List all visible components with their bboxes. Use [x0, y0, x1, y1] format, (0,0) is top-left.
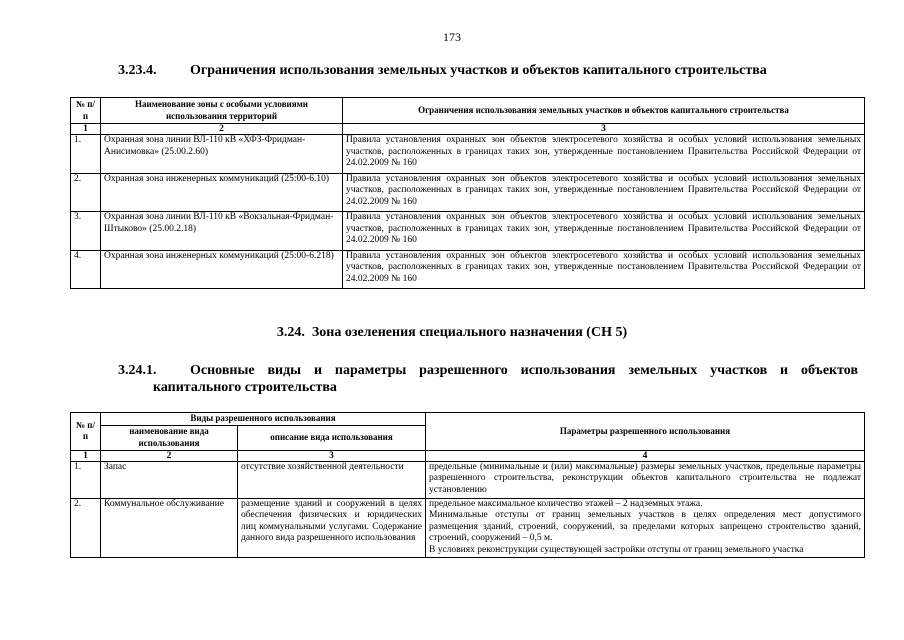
column-number: 1 — [71, 450, 101, 461]
parameters-paragraph: предельное максимальное количество этажей – 2 надземных этажа. — [429, 498, 703, 509]
column-header-zone: Наименование зоны с особыми условиями использования территорий — [101, 98, 343, 124]
restriction-text: Правила установления охранных зон объектов электросетевого хозяйства и особых условий использования земельных участков, расположенных в границах таких зон, утвержденные постановлением Правительства Российской Федерации от 24.02.2009 № 160 — [343, 135, 865, 174]
row-number: 4. — [71, 250, 101, 289]
table-row — [71, 250, 865, 289]
table-row — [71, 461, 865, 498]
use-description-text: размещение зданий и сооружений в целях обеспечения физических и юридических лиц коммунальными услугами. Содержание данного вида разрешенного использования — [241, 498, 422, 543]
column-number: 2 — [101, 124, 343, 135]
section-title: Ограничения использования земельных участков и объектов капитального строительства — [190, 63, 767, 78]
column-header-uses: Виды разрешенного использования — [101, 413, 426, 426]
column-number: 3 — [343, 124, 865, 135]
table-row — [71, 173, 865, 212]
column-header-use-description: описание вида использования — [238, 425, 426, 450]
parameters-paragraph: Минимальные отступы от границ земельных участков в целях определения мест допустимого размещения зданий, строений, сооружений, за пределами которых запрещено строительство зданий, строений, сооружений – 0,5 м. — [429, 510, 861, 543]
row-number: 2. — [71, 498, 101, 557]
row-number: 2. — [71, 173, 101, 212]
use-name: Коммунальное обслуживание — [101, 498, 238, 557]
column-header-number: № п/п — [71, 98, 101, 124]
table-row — [71, 135, 865, 174]
section-number: 3.23.4. — [118, 63, 157, 78]
use-description — [238, 498, 426, 557]
table-row — [71, 498, 865, 557]
row-number: 1. — [71, 135, 101, 174]
zone-name: Охранная зона линии ВЛ-110 кВ «Вокзальная-Фридман-Штыково» (25.00.2.18) — [101, 212, 343, 251]
section-title-line-2: капитального строительства — [153, 380, 337, 395]
column-header-parameters: Параметры разрешенного использования — [426, 413, 865, 451]
column-header-number: № п/п — [71, 413, 101, 451]
column-number: 2 — [101, 450, 238, 461]
restriction-text: Правила установления охранных зон объектов электросетевого хозяйства и особых условий использования земельных участков, расположенных в границах таких зон, утвержденные постановлением Правительства Российской Федерации от 24.02.2009 № 160 — [343, 212, 865, 251]
section-heading-3-24 — [0, 325, 904, 341]
row-number: 3. — [71, 212, 101, 251]
row-number: 1. — [71, 461, 101, 498]
section-number: 3.24. — [276, 325, 305, 340]
restriction-text: Правила установления охранных зон объектов электросетевого хозяйства и особых условий использования земельных участков, расположенных в границах таких зон, утвержденные постановлением Правительства Российской Федерации от 24.02.2009 № 160 — [343, 250, 865, 289]
zone-name: Охранная зона линии ВЛ-110 кВ «ХФЗ-Фридман-Анисимовка» (25.00.2.60) — [101, 135, 343, 174]
section-title: Зона озеленения специального назначения (СН 5) — [311, 325, 628, 340]
table-row — [71, 212, 865, 251]
column-number: 3 — [238, 450, 426, 461]
use-name: Запас — [101, 461, 238, 498]
column-header-use-name: наименование вида использования — [101, 425, 238, 450]
column-header-restrictions: Ограничения использования земельных участков и объектов капитального строительства — [343, 98, 865, 124]
restrictions-table — [70, 97, 865, 289]
permitted-uses-table — [70, 412, 865, 558]
use-parameters: предельные (минимальные и (или) максимальные) размеры земельных участков, предельные параметры разрешенного строительства, реконструкции объектов капитального строительства не подлежат установлению — [426, 461, 865, 498]
section-heading-3-24-1 — [118, 362, 858, 396]
page-number: 173 — [443, 30, 461, 44]
use-parameters — [426, 498, 865, 557]
section-title-line-1: Основные виды и параметры разрешенного использования земельных участков и объектов — [190, 363, 858, 378]
section-heading-3-23-4 — [118, 63, 767, 79]
column-number: 4 — [426, 450, 865, 461]
parameters-paragraph: В условиях реконструкции существующей застройки отступы от границ земельного участка — [429, 544, 804, 555]
restriction-text: Правила установления охранных зон объектов электросетевого хозяйства и особых условий использования земельных участков, расположенных в границах таких зон, утвержденные постановлением Правительства Российской Федерации от 24.02.2009 № 160 — [343, 173, 865, 212]
zone-name: Охранная зона инженерных коммуникаций (25:00-6.10) — [101, 173, 343, 212]
use-description: отсутствие хозяйственной деятельности — [238, 461, 426, 498]
section-number: 3.24.1. — [118, 363, 157, 378]
zone-name: Охранная зона инженерных коммуникаций (25:00-6.218) — [101, 250, 343, 289]
column-number: 1 — [71, 124, 101, 135]
